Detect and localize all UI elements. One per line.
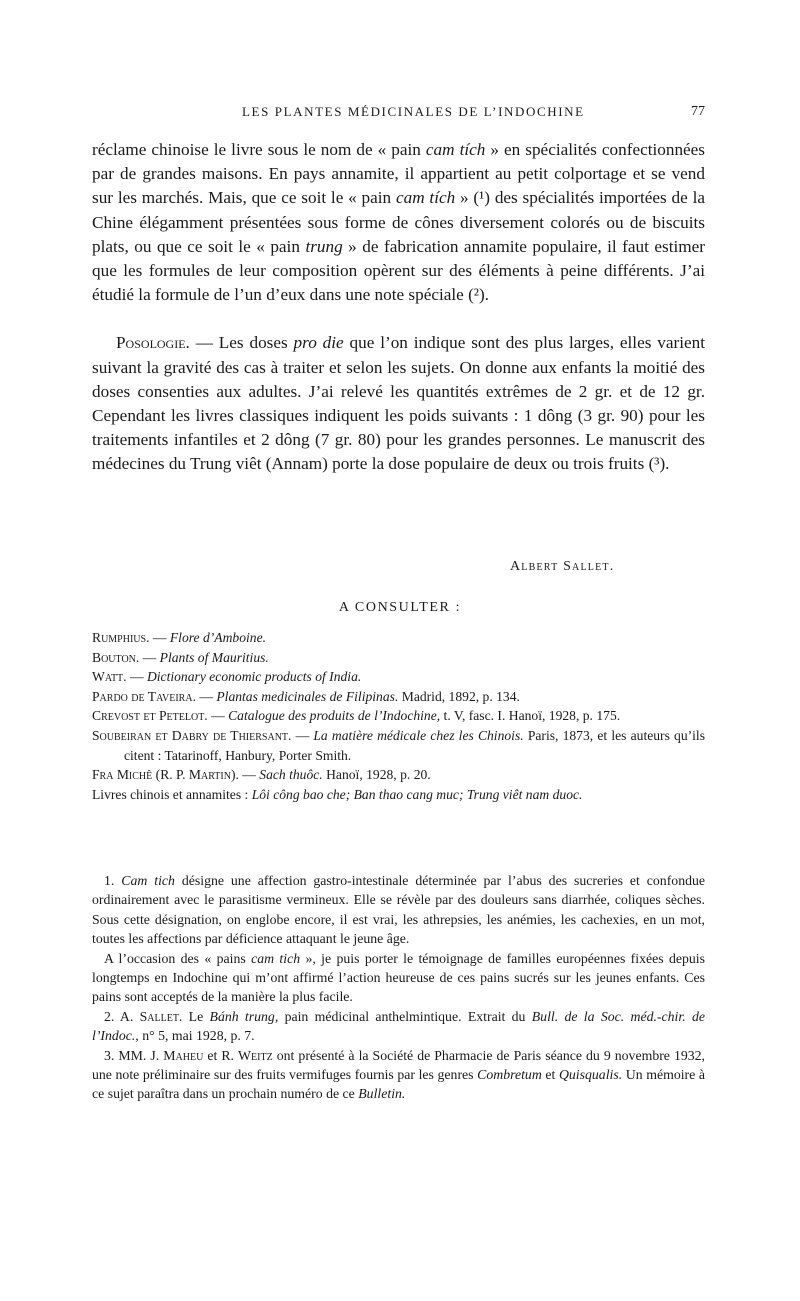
ref-sep: — (207, 708, 229, 724)
text-run: pain médicinal anthelmintique. Extrait du (278, 1008, 532, 1024)
italic-term: trung (305, 236, 343, 256)
footnote-1 (92, 871, 705, 949)
text-run: Le (182, 1008, 210, 1024)
ref-title: Dictionary economic products of India. (146, 669, 362, 685)
footnote-number: 1. (104, 873, 122, 888)
ref-sep: — (126, 669, 147, 685)
footnote-author: Weitz (238, 1047, 273, 1063)
italic-term: Quisqualis. (558, 1067, 623, 1083)
ref-rest: Madrid, 1892, p. 134. (398, 688, 520, 704)
italic-term: Bull. de la Soc. méd.-chir. de l’Indoc., (92, 1008, 705, 1044)
italic-term: Bulletin. (358, 1086, 406, 1102)
consult-heading: A CONSULTER : (338, 600, 462, 615)
text-run: » de fabrication annamite populaire, il faut estimer que les formules de leur composition opèrent sur des éléments à peine différents. J’ai étudié la formule de l’un d’eux dans une note spéciale (²). (92, 236, 705, 305)
italic-term: cam tích (425, 140, 486, 159)
ref-sep: — (149, 630, 170, 645)
ref-author: Rumphius. (92, 630, 150, 645)
paragraph-posologie (92, 331, 705, 476)
reference-item (92, 628, 705, 648)
ref-title: Plantas medicinales de Filipinas. (216, 688, 399, 704)
ref-title: Sach thuôc. (259, 767, 323, 783)
body-text (92, 138, 705, 477)
text-run: » en spécialités confectionnées par de grandes maisons. En pays annamite, il appartient au petit colportage et se vend sur les marchés. Mais, que ce soit le « pain (92, 140, 705, 208)
text-run: et (541, 1067, 559, 1083)
ref-author: Fra Michê (R. P. Martin). (92, 767, 239, 783)
ref-title: Plants of Mauritius. (159, 649, 269, 665)
text-run: », je puis porter le témoignage de familles européennes fixées depuis longtemps en Indochine qui m’ont affirmé l’action heureuse de ces pains sucrés sur les jeunes enfants. Ces pains sont acceptés de la manière la plus facile. (92, 950, 705, 1005)
ref-sep: — (291, 727, 314, 743)
reference-list (92, 628, 705, 804)
ref-sep: — (238, 767, 260, 783)
ref-title: Lôi công bao che; Ban thao cang muc; Trung viêt nam duoc. (251, 786, 583, 802)
running-head (92, 104, 705, 124)
ref-sep: Livres chinois et annamites : (92, 786, 252, 802)
italic-term: Bánh trung, (209, 1008, 279, 1024)
ref-rest: t. V, fasc. I. Hanoï, 1928, p. 175. (440, 708, 621, 724)
reference-item (92, 706, 705, 726)
reference-item (92, 726, 705, 765)
footnotes (92, 871, 705, 1104)
footnote-number: 2. A. (104, 1008, 140, 1024)
author-signature: Albert Sallet. (510, 559, 615, 574)
reference-item (92, 785, 705, 805)
footnote-author: Maheu (163, 1047, 204, 1063)
ref-title: Catalogue des produits de l’Indochine, (228, 708, 441, 724)
reference-item (92, 648, 705, 668)
reference-item (92, 687, 705, 707)
italic-term: Cam tich (121, 873, 175, 888)
running-title: LES PLANTES MÉDICINALES DE L’INDOCHINE (242, 104, 585, 119)
text-run: désigne une affection gastro-intestinale déterminée par l’abus des sucreries et confondue ordinairement avec le parasitisme vermineux. Elle se révèle par des douleurs sans diarrhée, coliques sèches. Sous cette désignation, on englobe encore, il est vrai, les athrepsies, les anémies, les cachexies, en un mot, toutes les affections par déficience attaquant le jeune âge. (92, 873, 706, 947)
paragraph-pain (92, 138, 705, 307)
footnote-1-continued (92, 949, 705, 1007)
ref-author: Pardo de Taveira. (92, 688, 196, 704)
footnote-author: Sallet. (139, 1008, 183, 1024)
text-run: » (¹) des spécialités importées de la Chine élégamment présentées sous forme de cônes diversement colorés ou de biscuits plats, ou que ce soit le « pain (92, 188, 705, 256)
ref-author: Crevost et Petelot. (92, 708, 208, 724)
footnote-number: 3. MM. J. (104, 1047, 164, 1063)
reference-item (92, 667, 705, 687)
text-run: ont présenté à la Société de Pharmacie de Paris séance du 9 novembre 1932, une note préliminaire sur des fruits vermifuges fournis par les genres (92, 1047, 706, 1083)
ref-title: Flore d’Amboine. (169, 630, 267, 645)
ref-rest: Hanoï, 1928, p. 20. (322, 767, 431, 783)
section-label: Posologie. (116, 333, 190, 353)
ref-author: Bouton. (92, 649, 140, 665)
ref-title: La matière médicale chez les Chinois. (313, 727, 524, 743)
text-run: Un mémoire à ce sujet paraîtra dans un prochain numéro de ce (92, 1067, 705, 1102)
italic-term: cam tích (395, 188, 456, 208)
ref-author: Soubeiran et Dabry de Thiersant. (92, 727, 292, 743)
text-run: que l’on indique sont des plus larges, elles varient suivant la gravité des cas à traiter et selon les sujets. On donne aux enfants la moitié des doses consenties aux adultes. J’ai relevé les quantités extrêmes de 2 gr. et de 12 gr. Cependant les livres classiques indiquent les poids suivants : 1 dông (3 gr. 90) pour les traitements infantiles et 2 dông (7 gr. 80) pour les grandes personnes. Le manuscrit des médecines du Trung viêt (Annam) porte la dose populaire de deux ou trois fruits (³). (92, 333, 705, 474)
footnote-3 (92, 1046, 705, 1104)
italic-term: cam tich (251, 950, 301, 966)
text-run: A l’occasion des « pains (104, 950, 252, 966)
text-run: n° 5, mai 1928, p. 7. (138, 1028, 255, 1044)
text-run: et R. (203, 1047, 239, 1063)
text-run: réclame chinoise le livre sous le nom de « pain (92, 140, 426, 159)
ref-sep: — (195, 688, 217, 704)
italic-term: Combretum (477, 1067, 542, 1083)
reference-item (92, 765, 705, 785)
ref-rest: Paris, 1873, et les auteurs qu’ils citent : Tatarinoff, Hanbury, Porter Smith. (124, 727, 706, 763)
page-number: 77 (691, 104, 705, 119)
text-run: — Les doses (189, 333, 294, 353)
footnote-2 (92, 1007, 705, 1046)
ref-author: Watt. (92, 669, 127, 685)
italic-term: pro die (293, 333, 344, 353)
ref-sep: — (139, 649, 160, 665)
